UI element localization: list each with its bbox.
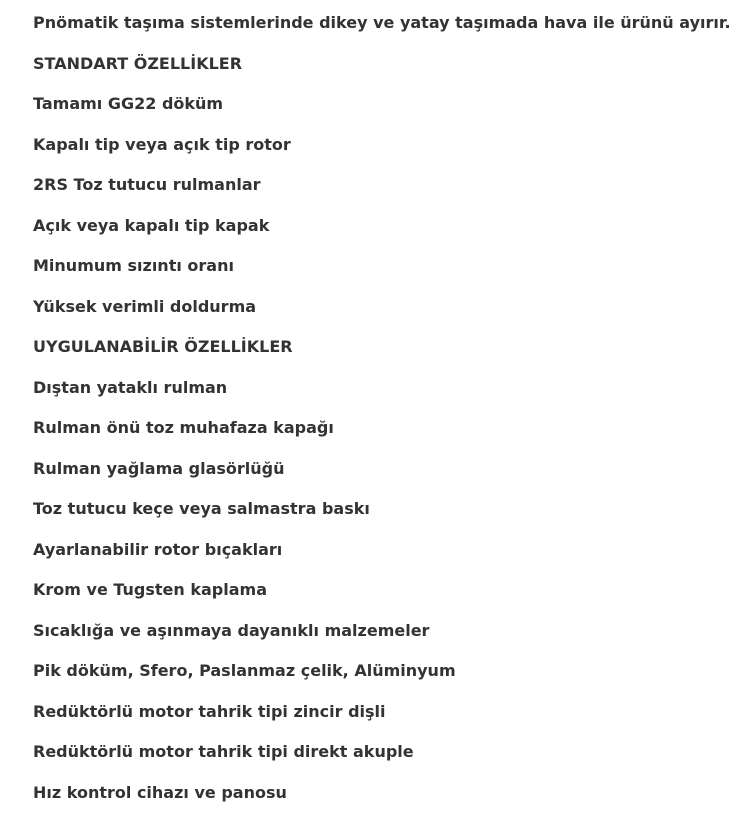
feature-item: Yüksek verimli doldurma [33,296,257,316]
feature-item: Hız kontrol cihazı ve panosu [33,782,287,802]
feature-item: Pik döküm, Sfero, Paslanmaz çelik, Alüminyum [33,661,456,680]
feature-item: Toz tutucu keçe veya salmastra baskı [33,499,370,518]
feature-item: Redüktörlü motor tahrik tipi direkt akuple [33,742,414,761]
feature-item: Krom ve Tugsten kaplama [33,580,267,599]
standard-features-heading: STANDART ÖZELLİKLER [33,53,243,73]
intro-text: Pnömatik taşıma sistemlerinde dikey ve yatay taşımada hava ile ürünü ayırır. [33,13,731,32]
feature-item: Dıştan yataklı rulman [33,377,228,397]
feature-item: 2RS Toz tutucu rulmanlar [33,175,261,194]
feature-item: Ayarlanabilir rotor bıçakları [33,539,283,559]
feature-item: Kapalı tip veya açık tip rotor [33,134,291,154]
feature-item: Minumum sızıntı oranı [33,256,234,275]
feature-item: Rulman yağlama glasörlüğü [33,458,285,478]
applicable-features-heading: UYGULANABİLİR ÖZELLİKLER [33,337,293,356]
feature-item: Rulman önü toz muhafaza kapağı [33,418,334,437]
feature-item: Sıcaklığa ve aşınmaya dayanıklı malzemeler [33,620,430,640]
feature-item: Redüktörlü motor tahrik tipi zincir dişli [33,701,386,721]
feature-item: Tamamı GG22 döküm [33,94,224,113]
feature-item: Açık veya kapalı tip kapak [33,215,270,235]
